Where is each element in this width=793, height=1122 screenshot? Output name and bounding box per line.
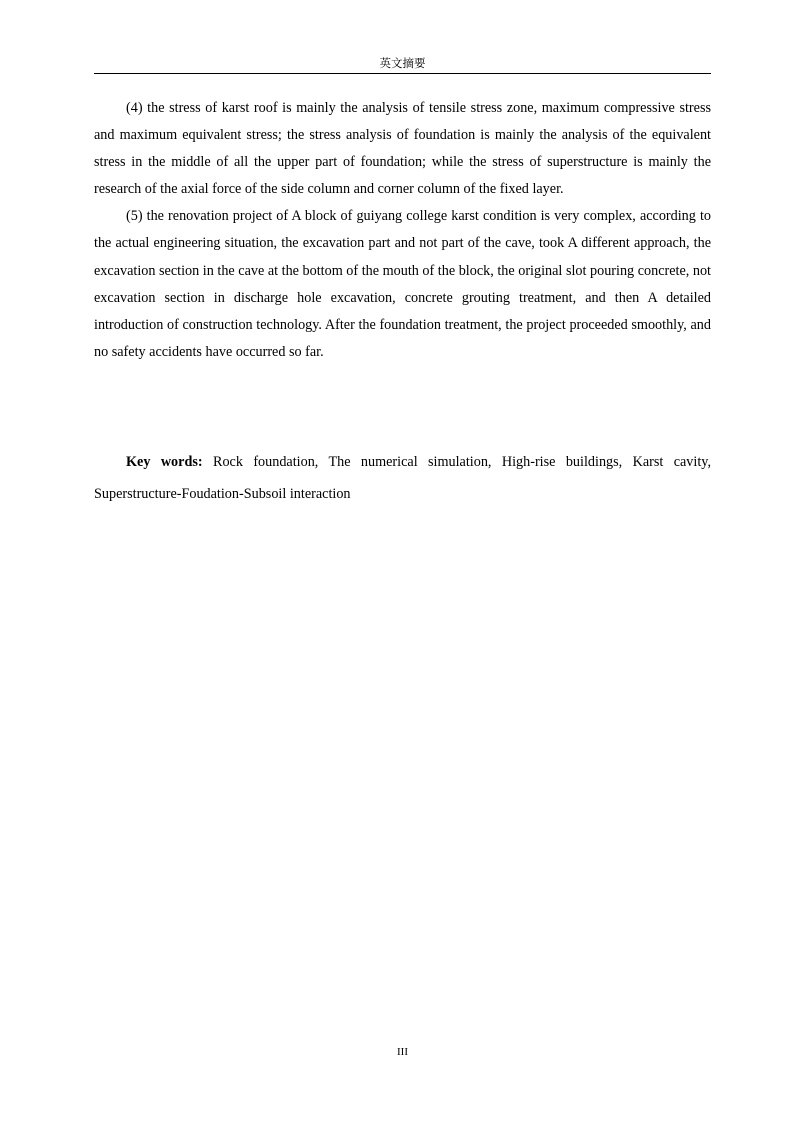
abstract-body	[94, 95, 711, 366]
keywords-label: Key words:	[126, 454, 203, 470]
keywords	[94, 446, 711, 510]
paragraph-4: (4) the stress of karst roof is mainly the analysis of tensile stress zone, maximum compressive stress and maximum equivalent stress; the stress analysis of foundation is mainly the analysis of the equivalent stress in the middle of all the upper part of foundation; while the stress of superstructure is mainly the research of the axial force of the side column and corner column of the fixed layer.	[94, 100, 711, 198]
page-header: 英文摘要	[379, 56, 426, 70]
page-number: III	[397, 1046, 408, 1058]
header-rule	[94, 73, 711, 74]
paragraph-5: (5) the renovation project of A block of guiyang college karst condition is very complex, according to the actual engineering situation, the excavation part and not part of the cave, took A different approach, the excavation section in the cave at the bottom of the mouth of the block, the original slot pouring concrete, not excavation section in discharge hole excavation, concrete grouting treatment, and then A detailed introduction of construction technology. After the foundation treatment, the project proceeded smoothly, and no safety accidents have occurred so far.	[94, 208, 711, 360]
keywords-text: Rock foundation, The numerical simulation, High-rise buildings, Karst cavity, Superstructure-Foudation-Subsoil interaction	[94, 454, 711, 502]
